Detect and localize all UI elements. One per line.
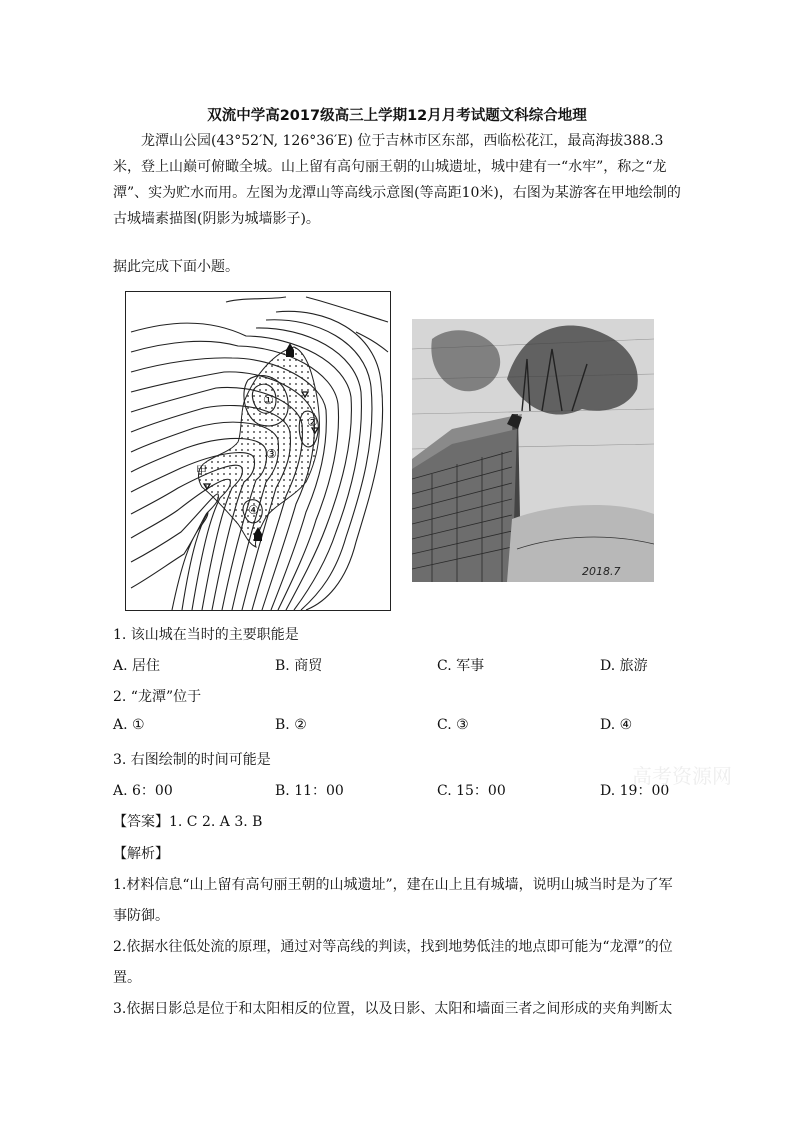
option-2-c: C. ③ (437, 717, 469, 733)
marker-3: ③ (266, 447, 277, 461)
intro-paragraph: 龙潭山公园(43°52′N, 126°36′E) 位于吉林市区东部，西临松花江，最高海拔388.3米，登上山巅可俯瞰全城。山上留有高句丽王朝的山城遗址，城中建有一“水牢”，称之“龙潭”、实为贮水而用。左图为龙潭山等高线示意图(等高距10米)，右图为某游客在甲地绘制的古城墙素描图(阴影为城墙影子)。 (113, 133, 681, 227)
marker-4: ④ (248, 503, 259, 517)
marker-1: ① (263, 393, 274, 407)
option-3-b: B. 11：00 (275, 783, 344, 799)
question-3-stem: 3. 右图绘制的时间可能是 (113, 752, 271, 768)
document-title: 双流中学高2017级高三上学期12月月考试题文科综合地理 (207, 108, 587, 124)
question-2-stem: 2. “龙潭”位于 (113, 689, 202, 705)
option-3-c: C. 15：00 (437, 783, 506, 799)
explanation-1: 1.材料信息“山上留有高句丽王朝的山城遗址”，建在山上且有城墙，说明山城当时是为了军事防御。 (113, 877, 673, 924)
contour-map (125, 291, 391, 611)
watchtower-icon (286, 343, 294, 357)
contour-lines (126, 292, 391, 611)
option-2-a: A. ① (113, 717, 145, 733)
explanation-2: 2.依据水往低处流的原理，通过对等高线的判读，找到地势低洼的地点即可能为“龙潭”的位置。 (113, 939, 673, 986)
place-label-jia: 甲 (196, 464, 207, 477)
city-wall-sketch (412, 319, 654, 582)
instruction-line: 据此完成下面小题。 (113, 259, 239, 275)
option-1-a: A. 居住 (113, 658, 161, 674)
option-2-b: B. ② (275, 717, 307, 733)
answer-line: 【答案】1. C 2. A 3. B (113, 814, 263, 830)
option-2-d: D. ④ (600, 717, 633, 733)
wall-drawing (412, 319, 654, 582)
marker-2: ② (307, 415, 318, 429)
question-1-options (113, 655, 683, 675)
option-3-d: D. 19：00 (600, 783, 670, 799)
question-3-options (113, 780, 683, 800)
option-1-b: B. 商贸 (275, 658, 323, 674)
option-1-c: C. 军事 (437, 658, 485, 674)
sketch-signature: 2018.7 (582, 565, 621, 578)
explanation-3: 3.依据日影总是位于和太阳相反的位置，以及日影、太阳和墙面三者之间形成的夹角判断太 (113, 1001, 673, 1017)
option-1-d: D. 旅游 (600, 658, 648, 674)
watermark: 高考资源网 (632, 764, 732, 788)
analysis-heading: 【解析】 (113, 846, 169, 862)
option-3-a: A. 6：00 (113, 783, 173, 799)
question-2-options (113, 717, 683, 737)
question-1-stem: 1. 该山城在当时的主要职能是 (113, 627, 299, 643)
